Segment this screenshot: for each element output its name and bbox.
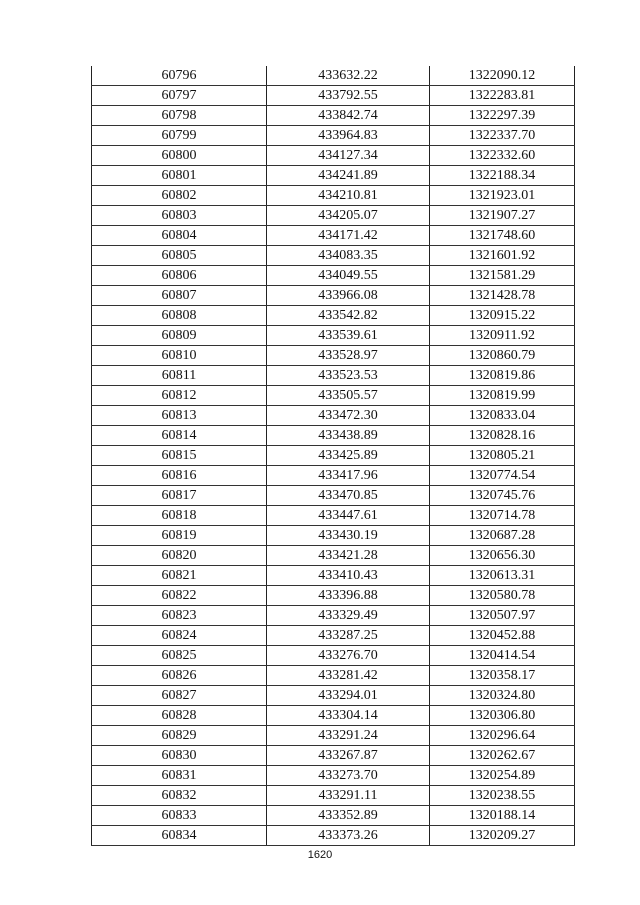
table-row: [92, 686, 575, 706]
x-coordinate-cell: 433542.82: [267, 306, 430, 326]
point-id-cell: 60813: [92, 406, 267, 426]
table-row: [92, 446, 575, 466]
x-coordinate-cell: 433438.89: [267, 426, 430, 446]
point-id-cell: 60820: [92, 546, 267, 566]
y-coordinate-cell: 1320580.78: [430, 586, 575, 606]
x-coordinate-cell: 433842.74: [267, 106, 430, 126]
x-coordinate-cell: 433329.49: [267, 606, 430, 626]
x-coordinate-cell: 433505.57: [267, 386, 430, 406]
table-row: [92, 206, 575, 226]
point-id-cell: 60816: [92, 466, 267, 486]
y-coordinate-cell: 1321581.29: [430, 266, 575, 286]
x-coordinate-cell: 433523.53: [267, 366, 430, 386]
table-row: [92, 266, 575, 286]
x-coordinate-cell: 434049.55: [267, 266, 430, 286]
table-row: [92, 326, 575, 346]
x-coordinate-cell: 433276.70: [267, 646, 430, 666]
point-id-cell: 60803: [92, 206, 267, 226]
x-coordinate-cell: 433792.55: [267, 86, 430, 106]
x-coordinate-cell: 433966.08: [267, 286, 430, 306]
coordinates-table: [91, 66, 575, 846]
point-id-cell: 60807: [92, 286, 267, 306]
point-id-cell: 60812: [92, 386, 267, 406]
point-id-cell: 60823: [92, 606, 267, 626]
table-row: [92, 286, 575, 306]
y-coordinate-cell: 1320254.89: [430, 766, 575, 786]
point-id-cell: 60822: [92, 586, 267, 606]
table-row: [92, 406, 575, 426]
x-coordinate-cell: 433291.24: [267, 726, 430, 746]
point-id-cell: 60827: [92, 686, 267, 706]
y-coordinate-cell: 1321601.92: [430, 246, 575, 266]
y-coordinate-cell: 1320414.54: [430, 646, 575, 666]
point-id-cell: 60800: [92, 146, 267, 166]
table-row: [92, 586, 575, 606]
y-coordinate-cell: 1322090.12: [430, 66, 575, 86]
x-coordinate-cell: 434083.35: [267, 246, 430, 266]
table-row: [92, 106, 575, 126]
point-id-cell: 60828: [92, 706, 267, 726]
y-coordinate-cell: 1320452.88: [430, 626, 575, 646]
point-id-cell: 60818: [92, 506, 267, 526]
x-coordinate-cell: 433267.87: [267, 746, 430, 766]
y-coordinate-cell: 1321748.60: [430, 226, 575, 246]
x-coordinate-cell: 433273.70: [267, 766, 430, 786]
y-coordinate-cell: 1320915.22: [430, 306, 575, 326]
point-id-cell: 60833: [92, 806, 267, 826]
y-coordinate-cell: 1320687.28: [430, 526, 575, 546]
table-row: [92, 506, 575, 526]
point-id-cell: 60796: [92, 66, 267, 86]
y-coordinate-cell: 1322332.60: [430, 146, 575, 166]
point-id-cell: 60797: [92, 86, 267, 106]
y-coordinate-cell: 1320819.99: [430, 386, 575, 406]
point-id-cell: 60826: [92, 666, 267, 686]
table-row: [92, 166, 575, 186]
table-row: [92, 226, 575, 246]
x-coordinate-cell: 433528.97: [267, 346, 430, 366]
y-coordinate-cell: 1322297.39: [430, 106, 575, 126]
table-row: [92, 246, 575, 266]
point-id-cell: 60825: [92, 646, 267, 666]
table-row: [92, 366, 575, 386]
x-coordinate-cell: 433447.61: [267, 506, 430, 526]
point-id-cell: 60805: [92, 246, 267, 266]
table-row: [92, 626, 575, 646]
x-coordinate-cell: 433373.26: [267, 826, 430, 846]
y-coordinate-cell: 1320819.86: [430, 366, 575, 386]
point-id-cell: 60808: [92, 306, 267, 326]
table-row: [92, 806, 575, 826]
y-coordinate-cell: 1320358.17: [430, 666, 575, 686]
table-row: [92, 346, 575, 366]
y-coordinate-cell: 1320262.67: [430, 746, 575, 766]
table-row: [92, 426, 575, 446]
x-coordinate-cell: 433281.42: [267, 666, 430, 686]
y-coordinate-cell: 1320238.55: [430, 786, 575, 806]
y-coordinate-cell: 1321907.27: [430, 206, 575, 226]
x-coordinate-cell: 433417.96: [267, 466, 430, 486]
point-id-cell: 60811: [92, 366, 267, 386]
point-id-cell: 60804: [92, 226, 267, 246]
y-coordinate-cell: 1320828.16: [430, 426, 575, 446]
y-coordinate-cell: 1322188.34: [430, 166, 575, 186]
table-row: [92, 546, 575, 566]
point-id-cell: 60829: [92, 726, 267, 746]
y-coordinate-cell: 1320324.80: [430, 686, 575, 706]
y-coordinate-cell: 1322283.81: [430, 86, 575, 106]
x-coordinate-cell: 433430.19: [267, 526, 430, 546]
point-id-cell: 60814: [92, 426, 267, 446]
table-row: [92, 746, 575, 766]
x-coordinate-cell: 433294.01: [267, 686, 430, 706]
point-id-cell: 60809: [92, 326, 267, 346]
table-row: [92, 86, 575, 106]
y-coordinate-cell: 1322337.70: [430, 126, 575, 146]
table-row: [92, 126, 575, 146]
point-id-cell: 60799: [92, 126, 267, 146]
table-row: [92, 646, 575, 666]
table-row: [92, 826, 575, 846]
x-coordinate-cell: 433964.83: [267, 126, 430, 146]
y-coordinate-cell: 1320306.80: [430, 706, 575, 726]
x-coordinate-cell: 433396.88: [267, 586, 430, 606]
x-coordinate-cell: 433539.61: [267, 326, 430, 346]
table-row: [92, 606, 575, 626]
y-coordinate-cell: 1320745.76: [430, 486, 575, 506]
y-coordinate-cell: 1320209.27: [430, 826, 575, 846]
x-coordinate-cell: 433472.30: [267, 406, 430, 426]
x-coordinate-cell: 434205.07: [267, 206, 430, 226]
y-coordinate-cell: 1320613.31: [430, 566, 575, 586]
y-coordinate-cell: 1320805.21: [430, 446, 575, 466]
x-coordinate-cell: 433352.89: [267, 806, 430, 826]
y-coordinate-cell: 1321428.78: [430, 286, 575, 306]
table-row: [92, 306, 575, 326]
x-coordinate-cell: 433425.89: [267, 446, 430, 466]
point-id-cell: 60821: [92, 566, 267, 586]
y-coordinate-cell: 1320860.79: [430, 346, 575, 366]
y-coordinate-cell: 1320656.30: [430, 546, 575, 566]
point-id-cell: 60819: [92, 526, 267, 546]
point-id-cell: 60817: [92, 486, 267, 506]
y-coordinate-cell: 1320833.04: [430, 406, 575, 426]
x-coordinate-cell: 433470.85: [267, 486, 430, 506]
point-id-cell: 60830: [92, 746, 267, 766]
point-id-cell: 60832: [92, 786, 267, 806]
x-coordinate-cell: 434210.81: [267, 186, 430, 206]
point-id-cell: 60834: [92, 826, 267, 846]
y-coordinate-cell: 1320911.92: [430, 326, 575, 346]
page-number: 1620: [307, 849, 333, 861]
table-body: [92, 66, 575, 846]
x-coordinate-cell: 434127.34: [267, 146, 430, 166]
point-id-cell: 60815: [92, 446, 267, 466]
point-id-cell: 60831: [92, 766, 267, 786]
table-row: [92, 186, 575, 206]
y-coordinate-cell: 1320774.54: [430, 466, 575, 486]
point-id-cell: 60802: [92, 186, 267, 206]
x-coordinate-cell: 434171.42: [267, 226, 430, 246]
table-row: [92, 566, 575, 586]
x-coordinate-cell: 433632.22: [267, 66, 430, 86]
table-row: [92, 526, 575, 546]
table-row: [92, 726, 575, 746]
y-coordinate-cell: 1321923.01: [430, 186, 575, 206]
table-row: [92, 66, 575, 86]
y-coordinate-cell: 1320714.78: [430, 506, 575, 526]
table-row: [92, 146, 575, 166]
x-coordinate-cell: 433287.25: [267, 626, 430, 646]
y-coordinate-cell: 1320296.64: [430, 726, 575, 746]
point-id-cell: 60824: [92, 626, 267, 646]
x-coordinate-cell: 434241.89: [267, 166, 430, 186]
x-coordinate-cell: 433421.28: [267, 546, 430, 566]
point-id-cell: 60801: [92, 166, 267, 186]
y-coordinate-cell: 1320507.97: [430, 606, 575, 626]
table-row: [92, 706, 575, 726]
x-coordinate-cell: 433410.43: [267, 566, 430, 586]
y-coordinate-cell: 1320188.14: [430, 806, 575, 826]
point-id-cell: 60798: [92, 106, 267, 126]
table-row: [92, 666, 575, 686]
table-row: [92, 466, 575, 486]
point-id-cell: 60806: [92, 266, 267, 286]
table-row: [92, 386, 575, 406]
x-coordinate-cell: 433291.11: [267, 786, 430, 806]
table-row: [92, 786, 575, 806]
table-row: [92, 486, 575, 506]
point-id-cell: 60810: [92, 346, 267, 366]
table-row: [92, 766, 575, 786]
x-coordinate-cell: 433304.14: [267, 706, 430, 726]
